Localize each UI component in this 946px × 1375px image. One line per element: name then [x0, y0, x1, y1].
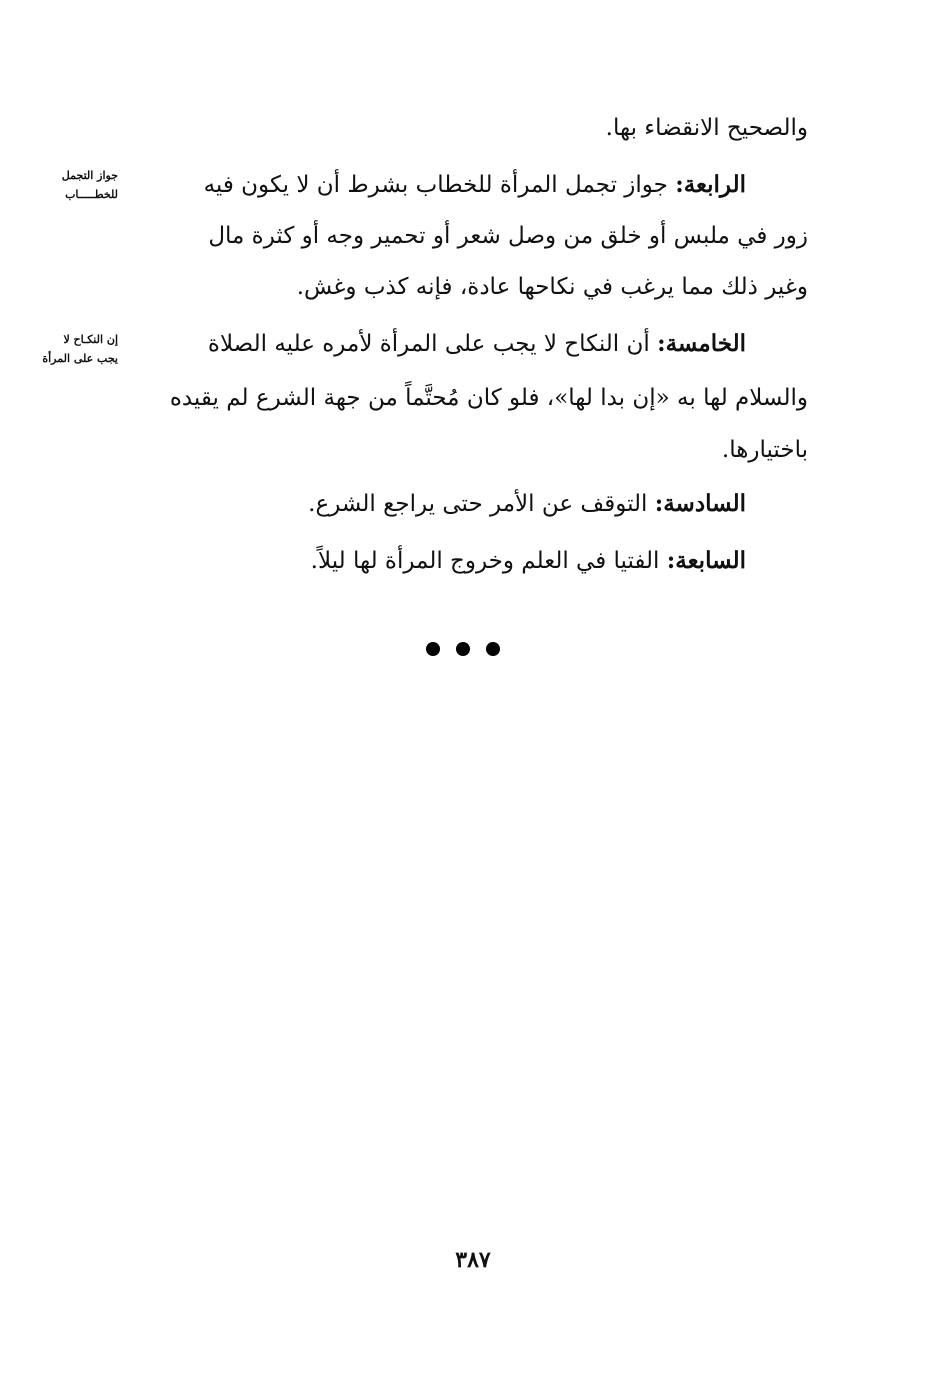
section-heading-fourth: الرابعة:	[675, 171, 746, 198]
separator-dot	[486, 642, 500, 656]
text-line-6	[170, 378, 808, 418]
text-line-2	[204, 165, 746, 205]
separator-dot	[426, 642, 440, 656]
section-heading-seventh: السابعة:	[666, 547, 746, 574]
line-text: والصحيح الانقضاء بها.	[605, 115, 808, 141]
section-heading-fifth: الخامسة:	[657, 330, 746, 357]
page-number: ٣٨٧	[455, 1247, 491, 1273]
margin-note-line: يجب على المرأة	[42, 352, 118, 365]
line-text: وغير ذلك مما يرغب في نكاحها عادة، فإنه كذب وغش.	[296, 274, 808, 300]
text-line-7	[722, 430, 808, 470]
line-text: جواز تجمل المرأة للخطاب بشرط أن لا يكون فيه	[203, 172, 668, 198]
line-text: والسلام لها به «إن بدا لها»، فلو كان مُحتَّماً من جهة الشرع لم يقيده	[169, 385, 808, 411]
text-line-3	[208, 216, 808, 256]
section-separator	[426, 642, 500, 656]
margin-note-marriage	[38, 330, 118, 368]
text-line-4	[297, 267, 808, 307]
section-heading-sixth: السادسة:	[654, 490, 746, 517]
line-text: التوقف عن الأمر حتى يراجع الشرع.	[308, 491, 648, 517]
margin-note-adornment	[38, 166, 118, 204]
line-text: أن النكاح لا يجب على المرأة لأمره عليه الصلاة	[207, 331, 650, 357]
margin-note-line: إن النكـاح لا	[63, 333, 118, 346]
text-line-1	[606, 108, 808, 148]
text-line-9	[311, 541, 746, 581]
line-text: زور في ملبس أو خلق من وصل شعر أو تحمير وجه أو كثرة مال	[208, 223, 808, 249]
text-line-8	[308, 484, 746, 524]
line-text: الفتيا في العلم وخروج المرأة لها ليلاً.	[310, 548, 660, 574]
separator-dot	[456, 642, 470, 656]
margin-note-line: جواز التجمل	[61, 169, 118, 182]
margin-note-line: للخطـــــاب	[65, 188, 118, 201]
line-text: باختيارها.	[721, 437, 808, 463]
text-line-5	[208, 324, 746, 364]
